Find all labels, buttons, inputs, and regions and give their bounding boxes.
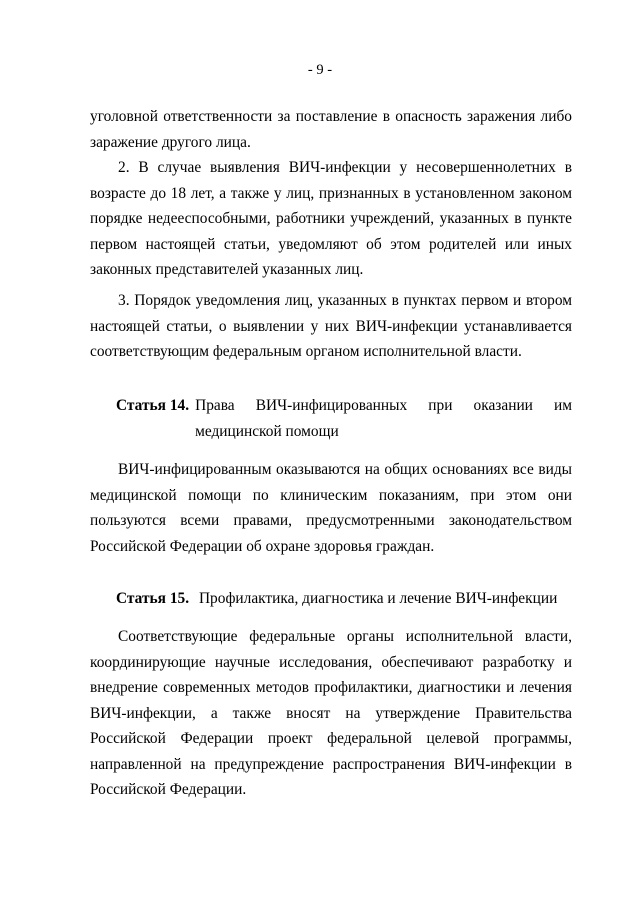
page-number: - 9 -	[307, 62, 333, 78]
article-15-heading	[116, 586, 572, 612]
article-14-text: ВИЧ-инфицированным оказываются на общих основаниях все виды медицинской помощи по клиническим показаниям, при этом они пользуются всеми правами, предусмотренными законодательством Российской Федерации об охране здоровья граждан.	[90, 461, 572, 555]
article-15-text: Соответствующие федеральные органы исполнительной власти, координирующие научные исследования, обеспечивают разработку и внедрение современных методов профилактики, диагностики и лечения ВИЧ-инфекции, а также вносят на утверждение Правительства Российской Федерации проект федеральной целевой программы, направленной на предупреждение распространения ВИЧ-инфекции в Российской Федерации.	[90, 628, 572, 798]
paragraph-item-3: 3. Порядок уведомления лиц, указанных в пунктах первом и втором настоящей статьи, о выявлении у них ВИЧ-инфекции устанавливается соответствующим федеральным органом исполнительной власти.	[90, 292, 572, 360]
article-15-number: Статья 15.	[116, 590, 190, 607]
article-15-title: Профилактика, диагностика и лечение ВИЧ-инфекции	[198, 590, 558, 607]
paragraph-item-2: 2. В случае выявления ВИЧ-инфекции у несовершеннолетних в возрасте до 18 лет, а также у лиц, признанных в установленном законом порядке недееспособными, работники учреждений, указанных в пункте первом настоящей статьи, уведомляют об этом родителей или иных законных представителей указанных лиц.	[90, 159, 572, 278]
article-14-number: Статья 14.	[116, 397, 190, 414]
article-14-heading	[116, 393, 572, 444]
paragraph-continuation: уголовной ответственности за поставление в опасность заражения либо заражение другого лица.	[90, 108, 572, 151]
article-14-title: Права ВИЧ-инфицированных при оказании им медицинской помощи	[195, 397, 572, 440]
